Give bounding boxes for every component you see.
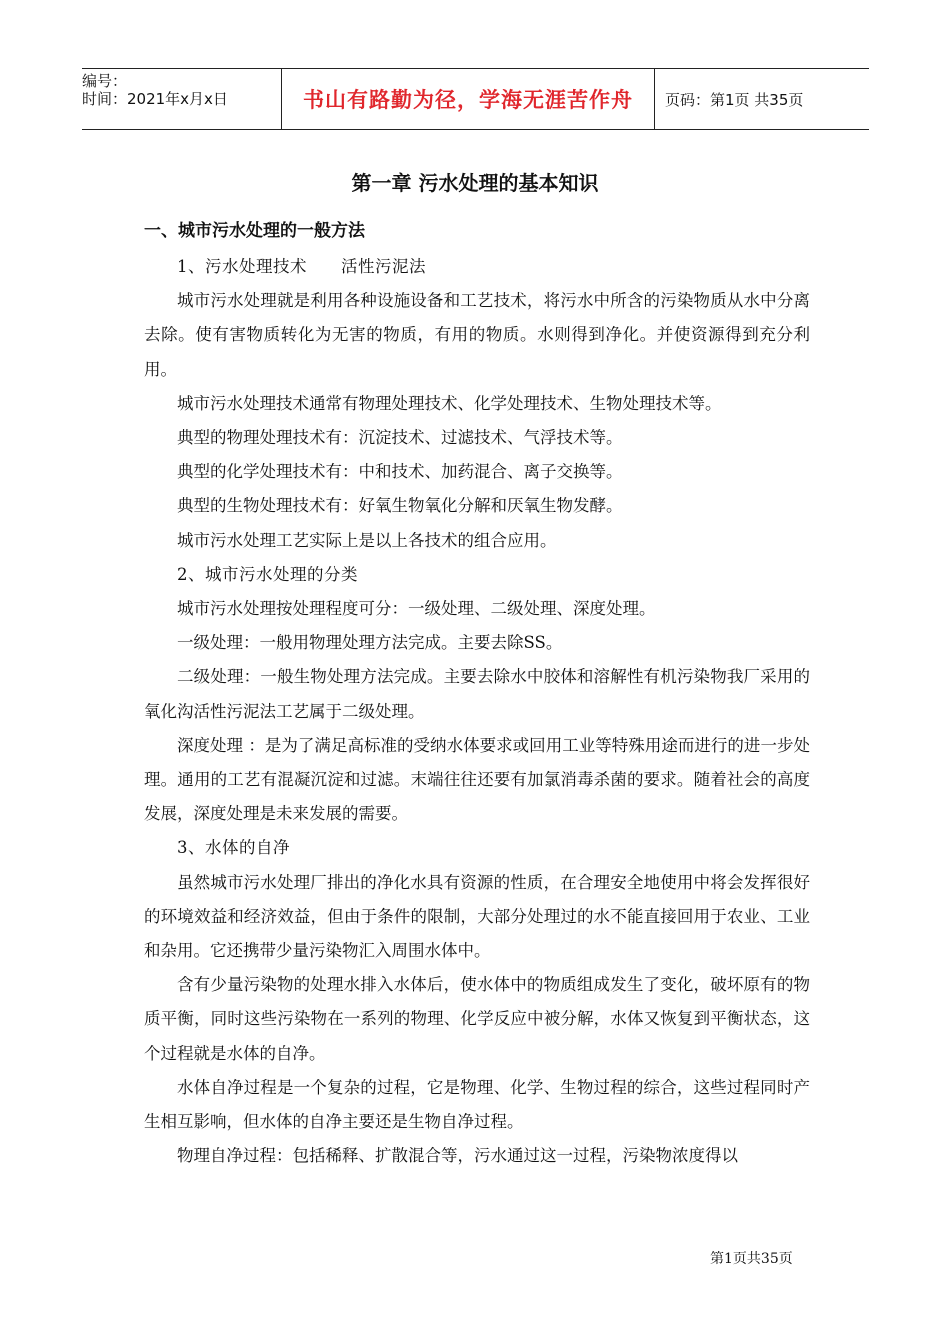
paragraph: 典型的化学处理技术有：中和技术、加药混合、离子交换等。 (177, 462, 623, 482)
paragraph: 二级处理：一般生物处理方法完成。主要去除水中胶体和溶解性有机污染物我厂采用的氧化沟活性污泥法工艺属于二级处理。 (144, 667, 810, 721)
paragraph: 含有少量污染物的处理水排入水体后，使水体中的物质组成发生了变化，破坏原有的物质平衡，同时这些污染物在一系列的物理、化学反应中被分解，水体又恢复到平衡状态，这个过程就是水体的自净。 (144, 975, 810, 1063)
subheading: 2、城市污水处理的分类 (177, 564, 358, 584)
subheading: 1、污水处理技术 活性污泥法 (177, 257, 426, 276)
paragraph: 一级处理：一般用物理处理方法完成。主要去除SS。 (177, 633, 563, 653)
paragraph: 物理自净过程：包括稀释、扩散混合等，污水通过这一过程，污染物浓度得以 (177, 1146, 738, 1166)
paragraph: 水体自净过程是一个复杂的过程，它是物理、化学、生物过程的综合，这些过程同时产生相互影响，但水体的自净主要还是生物自净过程。 (144, 1077, 810, 1132)
page-header (82, 68, 869, 130)
paragraph: 典型的物理处理技术有：沉淀技术、过滤技术、气浮技术等。 (177, 428, 623, 448)
paragraph: 虽然城市污水处理厂排出的净化水具有资源的性质，在合理安全地使用中将会发挥很好的环境效益和经济效益，但由于条件的限制，大部分处理过的水不能直接回用于农业、工业和杂用。它还携带少量污染物汇入周围水体中。 (144, 872, 810, 961)
header-page-number: 页码：第1页 共35页 (665, 90, 804, 109)
paragraph: 典型的生物处理技术有：好氧生物氧化分解和厌氧生物发酵。 (177, 496, 623, 516)
paragraph: 城市污水处理工艺实际上是以上各技术的组合应用。 (177, 530, 557, 550)
document-number-label: 编号： (82, 72, 128, 90)
document-body (144, 250, 810, 1173)
page-footer: 第1页共35页 (710, 1251, 793, 1267)
document-time-label: 时间：2021年x月x日 (82, 90, 228, 108)
paragraph: 深度处理 ：是为了满足高标准的受纳水体要求或回用工业等特殊用途而进行的进一步处理。通用的工艺有混凝沉淀和过滤。末端往往还要有加氯消毒杀菌的要求。随着社会的高度发展，深度处理是未来发展的需要。 (144, 735, 810, 824)
subheading: 3、水体的自净 (177, 838, 290, 858)
paragraph: 城市污水处理按处理程度可分：一级处理、二级处理、深度处理。 (177, 599, 656, 619)
header-motto: 书山有路勤为径，学海无涯苦作舟 (281, 69, 655, 129)
header-meta (82, 69, 281, 129)
section-heading: 一、城市污水处理的一般方法 (144, 221, 365, 241)
chapter-title: 第一章 污水处理的基本知识 (351, 171, 599, 195)
paragraph: 城市污水处理技术通常有物理处理技术、化学处理技术、生物处理技术等。 (177, 393, 722, 413)
paragraph: 城市污水处理就是利用各种设施设备和工艺技术，将污水中所含的污染物质从水中分离去除。使有害物质转化为无害的物质，有用的物质。水则得到净化。并使资源得到充分利用。 (144, 291, 810, 379)
